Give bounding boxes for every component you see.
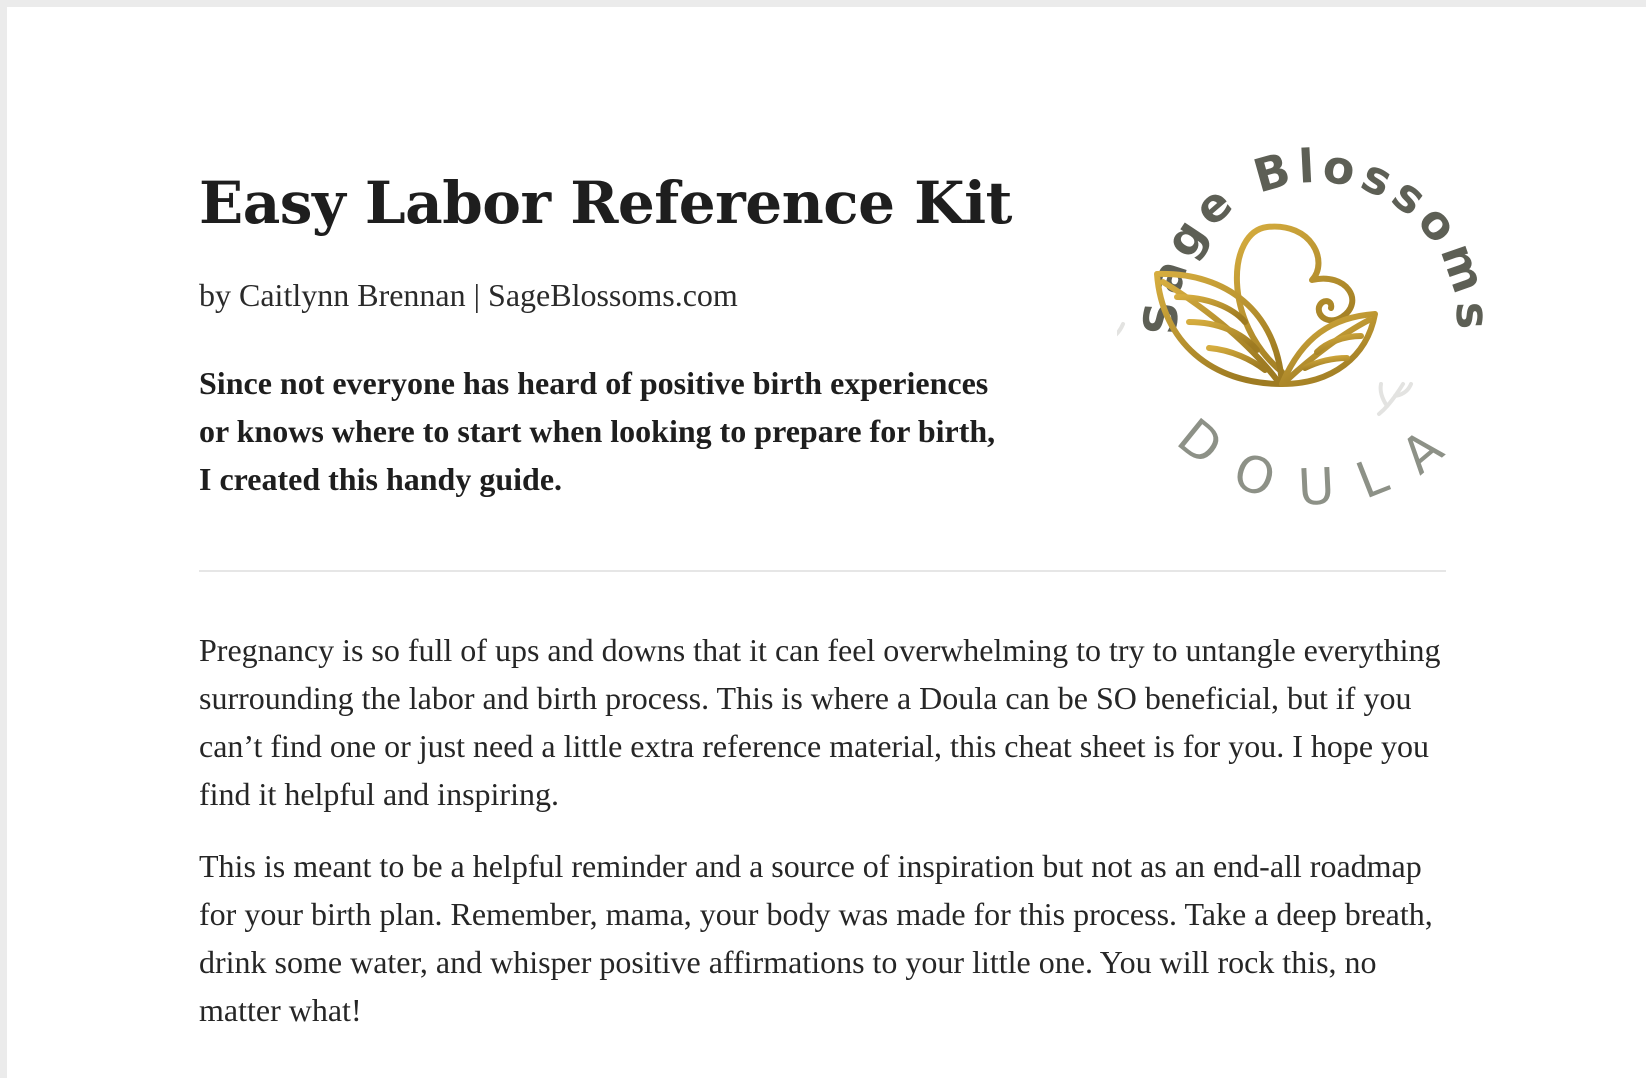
logo-bottom-text: DOULA bbox=[1166, 407, 1468, 517]
author-byline: by Caitlynn Brennan | SageBlossoms.com bbox=[199, 277, 738, 313]
sage-blossoms-doula-logo bbox=[1117, 122, 1517, 522]
document-title: Easy Labor Reference Kit bbox=[199, 169, 1012, 237]
body-paragraph-1: Pregnancy is so full of ups and downs that it can feel overwhelming to try to untangle everything surrounding the labor and birth process. This is where a Doula can be SO beneficial, but if you can’t find one or just need a little extra reference material, this cheat sheet is for you. I hope you find it helpful and inspiring. bbox=[199, 632, 1441, 812]
body-paragraph-2: This is meant to be a helpful reminder and a source of inspiration but not as an end-all roadmap for your birth plan. Remember, mama, your body was made for this process. Take a deep breath, drink some water, and whisper positive affirmations to your little one. You will rock this, no matter what! bbox=[199, 848, 1433, 1028]
section-divider bbox=[199, 570, 1446, 572]
right-sprig-icon bbox=[1379, 384, 1411, 414]
document-page bbox=[7, 7, 1646, 1078]
logo-top-text: Sage Blossoms bbox=[1133, 138, 1501, 336]
left-sprig-icon bbox=[1117, 324, 1123, 362]
intro-text: Since not everyone has heard of positive birth experiences or knows where to start when looking to prepare for birth, I created this handy guide. bbox=[199, 365, 996, 497]
